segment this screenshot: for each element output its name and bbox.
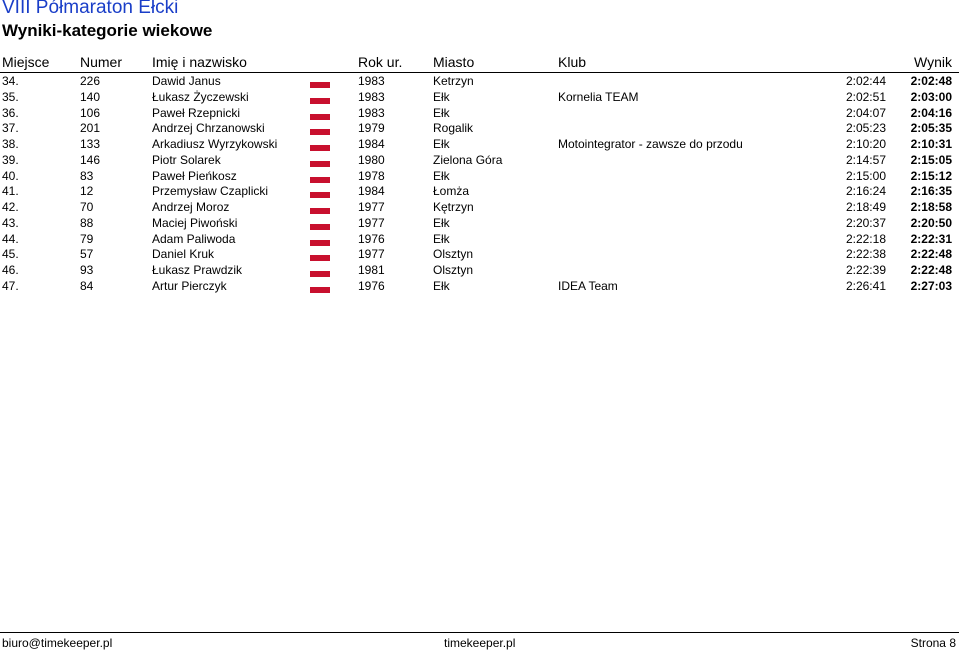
result-cell: 2:22:31 xyxy=(910,231,952,246)
poland-flag-icon xyxy=(310,145,330,151)
city-cell: Ełk xyxy=(433,231,450,246)
name-cell: Dawid Janus xyxy=(152,74,221,88)
page-subtitle: Wyniki-kategorie wiekowe xyxy=(2,21,213,40)
page-title: VIII Półmaraton Ełcki xyxy=(2,0,179,18)
poland-flag-icon xyxy=(310,287,330,293)
year-cell: 1983 xyxy=(358,89,385,104)
result-cell: 2:22:48 xyxy=(910,263,952,277)
place-cell: 37. xyxy=(2,121,19,136)
table-row xyxy=(0,168,959,184)
net-time-cell: 2:14:57 xyxy=(845,152,886,167)
number-cell: 79 xyxy=(80,231,94,246)
number-cell: 133 xyxy=(80,137,101,151)
year-cell: 1984 xyxy=(358,137,385,151)
footer-email: biuro@timekeeper.pl xyxy=(2,636,113,650)
poland-flag-icon xyxy=(310,208,330,214)
number-cell: 106 xyxy=(80,105,101,120)
number-cell: 140 xyxy=(80,89,101,104)
header-result: Wynik xyxy=(914,54,952,70)
poland-flag-icon xyxy=(310,192,330,198)
name-cell: Andrzej Chrzanowski xyxy=(152,121,265,136)
year-cell: 1980 xyxy=(358,152,385,167)
year-cell: 1981 xyxy=(358,263,385,277)
table-row xyxy=(0,246,959,262)
year-cell: 1983 xyxy=(358,105,385,120)
footer-site: timekeeper.pl xyxy=(444,636,516,650)
club-cell: IDEA Team xyxy=(558,278,618,293)
table-row xyxy=(0,231,959,247)
table-row xyxy=(0,89,959,105)
place-cell: 34. xyxy=(2,74,19,88)
year-cell: 1984 xyxy=(358,184,385,199)
name-cell: Paweł Pieńkosz xyxy=(152,168,237,183)
net-time-cell: 2:10:20 xyxy=(845,137,886,151)
net-time-cell: 2:22:18 xyxy=(845,231,886,246)
result-cell: 2:16:35 xyxy=(910,184,952,199)
poland-flag-icon xyxy=(310,161,330,167)
city-cell: Zielona Góra xyxy=(433,152,503,167)
city-cell: Ełk xyxy=(433,168,450,183)
result-cell: 2:05:35 xyxy=(910,121,952,136)
header-number: Numer xyxy=(80,54,123,70)
table-row xyxy=(0,278,959,294)
footer-page-number: Strona 8 xyxy=(910,636,956,650)
poland-flag-icon xyxy=(310,271,330,277)
table-row xyxy=(0,120,959,136)
net-time-cell: 2:04:07 xyxy=(845,105,886,120)
city-cell: Olsztyn xyxy=(433,263,474,277)
poland-flag-icon xyxy=(310,224,330,230)
club-cell: Motointegrator - zawsze do przodu xyxy=(558,137,743,151)
result-cell: 2:22:48 xyxy=(910,247,952,262)
table-row xyxy=(0,152,959,168)
city-cell: Łomża xyxy=(433,184,470,199)
place-cell: 38. xyxy=(2,137,19,151)
result-cell: 2:04:16 xyxy=(910,105,952,120)
result-cell: 2:18:58 xyxy=(910,200,952,214)
city-cell: Olsztyn xyxy=(433,247,474,262)
city-cell: Ketrzyn xyxy=(433,74,474,88)
table-row xyxy=(0,136,959,152)
net-time-cell: 2:22:38 xyxy=(845,247,886,262)
city-cell: Ełk xyxy=(433,137,450,151)
result-cell: 2:15:12 xyxy=(910,168,952,183)
net-time-cell: 2:16:24 xyxy=(845,184,886,199)
number-cell: 83 xyxy=(80,168,94,183)
name-cell: Maciej Piwoński xyxy=(152,215,238,230)
table-row xyxy=(0,73,959,89)
city-cell: Rogalik xyxy=(433,121,474,136)
number-cell: 70 xyxy=(80,200,94,214)
table-row xyxy=(0,105,959,121)
net-time-cell: 2:22:39 xyxy=(845,263,886,277)
number-cell: 57 xyxy=(80,247,94,262)
number-cell: 146 xyxy=(80,152,101,167)
name-cell: Artur Pierczyk xyxy=(152,278,227,293)
club-cell: Kornelia TEAM xyxy=(558,89,639,104)
city-cell: Ełk xyxy=(433,278,450,293)
city-cell: Ełk xyxy=(433,89,450,104)
number-cell: 12 xyxy=(80,184,94,199)
place-cell: 36. xyxy=(2,105,19,120)
net-time-cell: 2:20:37 xyxy=(845,215,886,230)
place-cell: 44. xyxy=(2,231,19,246)
place-cell: 35. xyxy=(2,89,19,104)
number-cell: 201 xyxy=(80,121,101,136)
result-cell: 2:03:00 xyxy=(910,89,952,104)
result-cell: 2:10:31 xyxy=(910,137,952,151)
name-cell: Paweł Rzepnicki xyxy=(152,105,241,120)
name-cell: Arkadiusz Wyrzykowski xyxy=(152,137,278,151)
number-cell: 93 xyxy=(80,263,94,277)
header-year: Rok ur. xyxy=(358,54,403,70)
result-cell: 2:02:48 xyxy=(910,74,952,88)
year-cell: 1977 xyxy=(358,247,385,262)
table-row xyxy=(0,199,959,215)
header-city: Miasto xyxy=(433,54,475,70)
net-time-cell: 2:18:49 xyxy=(845,200,886,214)
name-cell: Łukasz Życzewski xyxy=(152,89,249,104)
table-row xyxy=(0,215,959,231)
place-cell: 41. xyxy=(2,184,19,199)
name-cell: Adam Paliwoda xyxy=(152,231,236,246)
year-cell: 1977 xyxy=(358,200,385,214)
year-cell: 1979 xyxy=(358,121,385,136)
place-cell: 42. xyxy=(2,200,19,214)
header-club: Klub xyxy=(558,54,587,70)
year-cell: 1978 xyxy=(358,168,385,183)
city-cell: Kętrzyn xyxy=(433,200,474,214)
place-cell: 39. xyxy=(2,152,19,167)
results-table xyxy=(0,73,959,294)
poland-flag-icon xyxy=(310,255,330,261)
net-time-cell: 2:02:51 xyxy=(845,89,886,104)
table-row xyxy=(0,183,959,199)
year-cell: 1983 xyxy=(358,74,385,88)
year-cell: 1976 xyxy=(358,231,385,246)
name-cell: Przemysław Czaplicki xyxy=(152,184,269,199)
table-header xyxy=(0,52,959,72)
name-cell: Piotr Solarek xyxy=(152,152,221,167)
net-time-cell: 2:05:23 xyxy=(845,121,886,136)
year-cell: 1977 xyxy=(358,215,385,230)
place-cell: 43. xyxy=(2,215,19,230)
header-place: Miejsce xyxy=(2,54,50,70)
city-cell: Ełk xyxy=(433,105,450,120)
place-cell: 40. xyxy=(2,168,19,183)
poland-flag-icon xyxy=(310,240,330,246)
city-cell: Ełk xyxy=(433,215,450,230)
number-cell: 226 xyxy=(80,74,101,88)
name-cell: Łukasz Prawdzik xyxy=(152,263,243,277)
net-time-cell: 2:15:00 xyxy=(845,168,886,183)
name-cell: Daniel Kruk xyxy=(152,247,215,262)
year-cell: 1976 xyxy=(358,278,385,293)
name-cell: Andrzej Moroz xyxy=(152,200,230,214)
poland-flag-icon xyxy=(310,114,330,120)
place-cell: 46. xyxy=(2,263,19,277)
result-cell: 2:20:50 xyxy=(910,215,952,230)
result-cell: 2:15:05 xyxy=(910,152,952,167)
table-row xyxy=(0,262,959,278)
net-time-cell: 2:26:41 xyxy=(845,278,886,293)
place-cell: 45. xyxy=(2,247,19,262)
header-name: Imię i nazwisko xyxy=(152,54,247,70)
poland-flag-icon xyxy=(310,82,330,88)
result-cell: 2:27:03 xyxy=(910,278,952,293)
poland-flag-icon xyxy=(310,177,330,183)
number-cell: 84 xyxy=(80,278,94,293)
number-cell: 88 xyxy=(80,215,94,230)
poland-flag-icon xyxy=(310,129,330,135)
net-time-cell: 2:02:44 xyxy=(845,74,886,88)
place-cell: 47. xyxy=(2,278,19,293)
footer-divider xyxy=(0,632,959,633)
poland-flag-icon xyxy=(310,98,330,104)
